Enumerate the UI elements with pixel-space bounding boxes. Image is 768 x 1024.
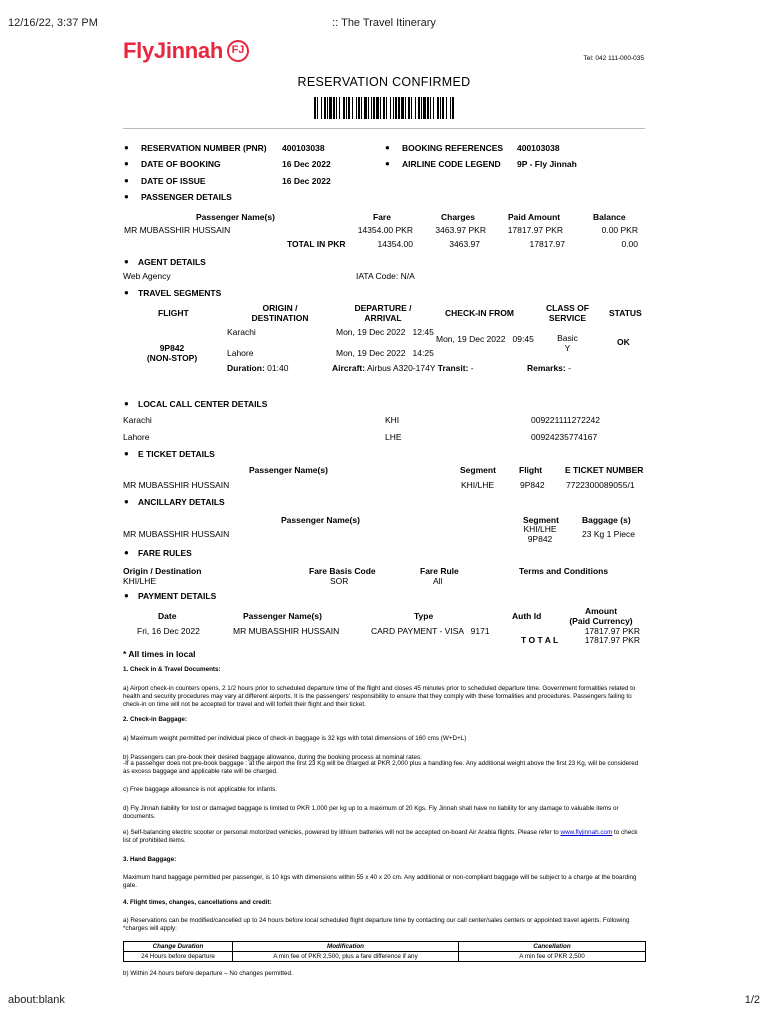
col-status: STATUS xyxy=(609,308,642,318)
bullet: ● xyxy=(124,192,129,201)
ancillary-baggage: 23 Kg 1 Piece xyxy=(582,529,635,539)
change-table-col: Change Duration xyxy=(124,942,233,952)
eticket-col-number: E TICKET NUMBER xyxy=(565,465,644,475)
aircraft-value: Airbus A320-174Y xyxy=(366,363,436,373)
airline-code-value: 9P - Fly Jinnah xyxy=(517,159,577,169)
charges-value: 3463.97 PKR xyxy=(435,225,486,235)
col-departure-line2: ARRIVAL xyxy=(364,313,402,323)
col-flight: FLIGHT xyxy=(158,308,189,318)
ancillary-label: ANCILLARY DETAILS xyxy=(138,497,225,507)
eticket-passenger: MR MUBASSHIR HUSSAIN xyxy=(123,480,230,490)
col-balance: Balance xyxy=(593,212,626,222)
pnr-label: RESERVATION NUMBER (PNR) xyxy=(141,143,267,153)
passenger-details-label: PASSENGER DETAILS xyxy=(141,192,232,202)
payment-col-amount-line1: Amount xyxy=(584,606,618,616)
eticket-flight: 9P842 xyxy=(520,480,545,490)
baggage-paragraph-c: c) Free baggage allowance is not applicable for infants. xyxy=(123,786,278,793)
col-class-line2: SERVICE xyxy=(548,313,587,323)
segment-class-line1: Basic xyxy=(557,333,578,343)
fare-value: 14354.00 PKR xyxy=(357,225,413,235)
col-paid-amount: Paid Amount xyxy=(508,212,561,222)
eticket-number: 7722300089055/1 xyxy=(566,480,635,490)
baggage-paragraph-b2: -If a passenger does not pre-book baggage : at the airport the first 23 Kg will be charged at PKR 2,000 plus a handling fee. Any additional weight above the first 23 Kg, will be considered as excess baggage and applicable rate will be charged. xyxy=(123,760,639,775)
payment-col-date: Date xyxy=(158,611,177,621)
bullet: ● xyxy=(124,591,129,600)
col-departure-line1: DEPARTURE / xyxy=(354,303,412,313)
fare-rules-rule: All xyxy=(433,576,443,586)
bullet: ● xyxy=(124,449,129,458)
booking-ref-value: 400103038 xyxy=(517,143,560,153)
segment-destination: Lahore xyxy=(227,348,254,358)
segment-class xyxy=(530,333,605,353)
call-center-city: Karachi xyxy=(123,415,152,425)
change-table-cell: A min fee of PKR 2,500 xyxy=(459,952,646,962)
ancillary-segment-route: KHI/LHE xyxy=(523,524,557,534)
baggage-paragraph-b: b) Passengers can pre-book their desired baggage allowance, during the booking process at nominal rates. xyxy=(123,754,422,761)
payment-col-amount xyxy=(563,606,639,626)
col-departure xyxy=(333,303,433,323)
segment-flight-number: 9P842 xyxy=(159,343,185,353)
payment-date: Fri, 16 Dec 2022 xyxy=(137,626,200,636)
col-charges: Charges xyxy=(441,212,476,222)
total-fare: 14354.00 xyxy=(377,239,413,249)
date-of-issue-value: 16 Dec 2022 xyxy=(282,176,331,186)
bullet: ● xyxy=(385,143,390,152)
change-table-col: Cancellation xyxy=(459,942,646,952)
call-center-phone: 00924235774167 xyxy=(531,432,598,442)
payment-col-auth: Auth Id xyxy=(512,611,542,621)
total-charges: 3463.97 xyxy=(449,239,480,249)
pnr-value: 400103038 xyxy=(282,143,325,153)
barcode-icon xyxy=(314,97,454,119)
total-label: TOTAL IN PKR xyxy=(287,239,346,249)
airline-code-label: AIRLINE CODE LEGEND xyxy=(402,159,501,169)
balance-value: 0.00 PKR xyxy=(601,225,638,235)
print-page-number: 1/2 xyxy=(744,994,760,1006)
fare-rules-col-route: Origin / Destination xyxy=(123,566,202,576)
bullet: ● xyxy=(124,176,129,185)
ancillary-col-segment: Segment xyxy=(523,515,559,525)
all-times-local: * All times in local xyxy=(123,649,196,659)
total-balance: 0.00 xyxy=(621,239,638,249)
call-center-code: KHI xyxy=(385,415,400,425)
ancillary-segment xyxy=(510,524,570,544)
logo-text: FlyJinnah xyxy=(123,38,223,63)
logo-mark-icon: FJ xyxy=(227,40,249,62)
table-row xyxy=(124,952,646,962)
bullet: ● xyxy=(124,159,129,168)
bullet: ● xyxy=(385,159,390,168)
payment-col-name: Passenger Name(s) xyxy=(243,611,322,621)
payment-type: CARD PAYMENT - VISA 9171 xyxy=(371,626,490,636)
bullet: ● xyxy=(124,399,129,408)
payment-total-label: T O T A L xyxy=(521,635,559,645)
bullet: ● xyxy=(124,143,129,152)
col-origin-line2: DESTINATION xyxy=(251,313,309,323)
segment-remarks xyxy=(527,363,571,373)
duration-value: 01:40 xyxy=(267,363,289,373)
page-title: RESERVATION CONFIRMED xyxy=(297,75,471,89)
fare-rules-basis: SOR xyxy=(330,576,349,586)
call-center-label: LOCAL CALL CENTER DETAILS xyxy=(138,399,268,409)
print-title: :: The Travel Itinerary xyxy=(332,17,436,29)
eticket-label: E TICKET DETAILS xyxy=(138,449,215,459)
payment-col-type: Type xyxy=(414,611,434,621)
bullet: ● xyxy=(124,288,129,297)
hand-baggage-paragraph: Maximum hand baggage permitted per passenger, is 10 kgs with dimensions within 55 x 40 x 20 cm. Any additional or non-compliant baggage will be subject to a charge at the boarding gate. xyxy=(123,874,637,889)
bullet: ● xyxy=(124,257,129,266)
fare-rules-label: FARE RULES xyxy=(138,548,192,558)
ancillary-segment-flight: 9P842 xyxy=(527,534,553,544)
date-of-booking-value: 16 Dec 2022 xyxy=(282,159,331,169)
remarks-value: - xyxy=(568,363,571,373)
bullet: ● xyxy=(124,548,129,557)
segment-aircraft xyxy=(332,363,474,373)
agent-name: Web Agency xyxy=(123,271,171,281)
change-table-cell: 24 Hours before departure xyxy=(124,952,233,962)
passenger-name: MR MUBASSHIR HUSSAIN xyxy=(124,225,231,235)
segment-stops: (NON-STOP) xyxy=(146,353,198,363)
fare-rules-route: KHI/LHE xyxy=(123,576,157,586)
checkin-paragraph: a) Airport check-in counters opens, 2 1/2 hours prior to scheduled departure time of the flight and closes 45 minutes prior to scheduled departure time. Government formalities related to health and security procedures may vary at different airports. It is the passengers' responsibility to ensure that they comply with these formalities and procedures. Passengers failing to check-in on time will not be accepted for travel and will forfeit their flight and their ticket. xyxy=(123,685,636,708)
divider xyxy=(123,128,645,129)
change-table-cell: A min fee of PKR 2,500, plus a fare difference if any xyxy=(233,952,459,962)
segment-duration xyxy=(227,363,288,373)
agent-details-label: AGENT DETAILS xyxy=(138,257,206,267)
segment-arrival: Mon, 19 Dec 2022 14:25 xyxy=(336,348,434,358)
duration-label: Duration: xyxy=(227,363,265,373)
transit-label: Transit: xyxy=(437,363,469,373)
call-center-city: Lahore xyxy=(123,432,150,442)
section-heading-baggage: 2. Check-in Baggage: xyxy=(123,716,188,723)
section-heading-hand-baggage: 3. Hand Baggage: xyxy=(123,856,177,863)
baggage-paragraph-e xyxy=(123,829,645,845)
iata-code: IATA Code: N/A xyxy=(356,271,415,281)
payment-passenger: MR MUBASSHIR HUSSAIN xyxy=(233,626,340,636)
ancillary-passenger: MR MUBASSHIR HUSSAIN xyxy=(123,529,230,539)
total-paid: 17817.97 xyxy=(529,239,565,249)
booking-ref-label: BOOKING REFERENCES xyxy=(402,143,504,153)
call-center-code: LHE xyxy=(385,432,402,442)
eticket-col-flight: Flight xyxy=(519,465,543,475)
segment-status: OK xyxy=(617,337,630,347)
section-heading-changes: 4. Flight times, changes, cancellations and credit: xyxy=(123,899,272,906)
col-fare: Fare xyxy=(373,212,391,222)
col-checkin: CHECK-IN FROM xyxy=(445,308,514,318)
baggage-paragraph-d: d) Fly Jinnah liability for lost or damaged baggage is limited to PKR 1,000 per kg up to a maximum of 20 Kgs. Fly Jinnah shall have no liability for any damage to valuable items or documents. xyxy=(123,805,619,820)
payment-details-label: PAYMENT DETAILS xyxy=(138,591,217,601)
col-origin xyxy=(230,303,330,323)
change-table-header xyxy=(124,942,646,952)
payment-col-amount-line2: (Paid Currency) xyxy=(569,616,633,626)
fare-rules-col-basis: Fare Basis Code xyxy=(309,566,376,576)
change-charges-table xyxy=(123,941,646,962)
print-url: about:blank xyxy=(8,994,65,1006)
segment-origin: Karachi xyxy=(227,327,256,337)
flyjinnah-logo xyxy=(123,38,249,64)
segment-checkin: Mon, 19 Dec 2022 09:45 xyxy=(436,334,534,344)
bullet: ● xyxy=(124,497,129,506)
fare-rules-col-rule: Fare Rule xyxy=(420,566,459,576)
telephone: Tel: 042 111-000-035 xyxy=(583,55,644,62)
payment-total: 17817.97 PKR xyxy=(584,635,640,645)
call-center-phone: 009221111272242 xyxy=(531,415,601,425)
eticket-segment: KHI/LHE xyxy=(461,480,495,490)
paid-amount-value: 17817.97 PKR xyxy=(507,225,563,235)
section-heading-checkin: 1. Check in & Travel Documents: xyxy=(123,666,221,673)
transit-value: - xyxy=(470,363,474,373)
changes-paragraph-b: b) Within 24 hours before departure – No changes permitted. xyxy=(123,970,293,977)
change-table-col: Modification xyxy=(233,942,459,952)
eticket-col-segment: Segment xyxy=(460,465,496,475)
date-of-issue-label: DATE OF ISSUE xyxy=(141,176,206,186)
baggage-paragraph-e-text: e) Self-balancing electric scooter or personal motorized vehicles, powered by lithium batteries will not be accepted on-board Air Arabia flights. Please refer to xyxy=(123,829,561,836)
payment-amount: 17817.97 PKR xyxy=(584,626,640,636)
segment-class-line2: Y xyxy=(564,343,571,353)
ancillary-col-baggage: Baggage (s) xyxy=(582,515,631,525)
baggage-paragraph-a: a) Maximum weight permitted per individual piece of check-in baggage is 32 kgs with total dimensions of 160 cms (W+D+L) xyxy=(123,735,467,742)
col-class-line1: CLASS OF xyxy=(546,303,589,313)
travel-segments-label: TRAVEL SEGMENTS xyxy=(138,288,222,298)
fare-rules-col-terms: Terms and Conditions xyxy=(519,566,609,576)
eticket-col-name: Passenger Name(s) xyxy=(249,465,328,475)
print-datetime: 12/16/22, 3:37 PM xyxy=(8,17,98,29)
col-passenger-name: Passenger Name(s) xyxy=(196,212,275,222)
flyjinnah-link[interactable]: www.flyjinnah.com xyxy=(560,829,613,836)
col-class xyxy=(530,303,605,323)
aircraft-label: Aircraft: xyxy=(332,363,366,373)
ancillary-col-name: Passenger Name(s) xyxy=(281,515,360,525)
segment-flight xyxy=(132,343,212,363)
remarks-label: Remarks: xyxy=(527,363,566,373)
baggage-paragraph-e-text-end: to check list of prohibited items. xyxy=(123,829,638,844)
changes-paragraph-a: a) Reservations can be modified/cancelled up to 24 hours before local scheduled flight departure time by contacting our call center/sales centers or appointed travel agents. Following *charges will apply: xyxy=(123,917,630,932)
segment-departure: Mon, 19 Dec 2022 12:45 xyxy=(336,327,434,337)
col-origin-line1: ORIGIN / xyxy=(262,303,298,313)
date-of-booking-label: DATE OF BOOKING xyxy=(141,159,221,169)
